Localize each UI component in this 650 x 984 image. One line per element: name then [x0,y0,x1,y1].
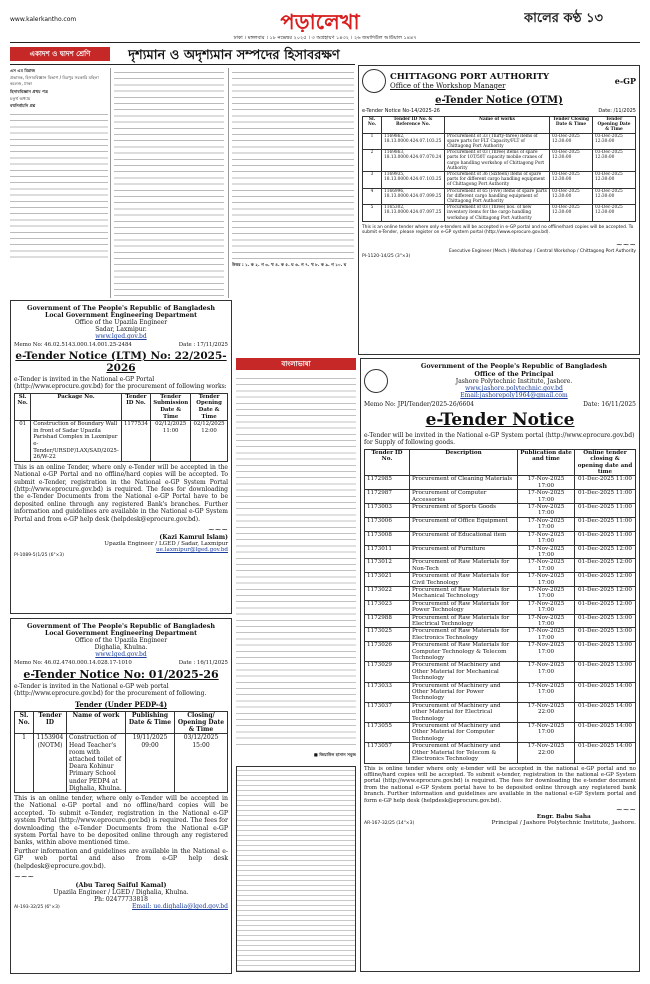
col-tender-id: Tender ID No. & Reference No. [382,117,445,134]
col-tender-id: Tender ID No. [121,393,151,420]
jashore-memo: Memo No: JPI/Tender/2025-26/6604 [364,401,474,408]
laxmipur-table [14,393,228,462]
teacher-info: প্রভাষক, হিসাববিজ্ঞান বিভাগ / মিরপুর সরকারি মহিলা কলেজ, ঢাকা [10,75,99,87]
table-row: 2 1169863, 18.13.0000.424.07.070.24 Procurement of 03 (Three) items of spare parts for 10T/50T capacity mobile cranes of cargo handling workshop of Chittagong Port Authority 03-Dec-2025 12:30:00 03-Dec-2025 12:30:00 [363,150,636,172]
port-office: Office of the Workshop Manager [390,82,506,90]
table-row: 1173021 Procurement of Raw Materials for Civil Technology 17-Nov-2025 17:00 01-Dec-2025 12:00 [365,573,636,587]
dighalia-office: Office of the Upazila Engineer [74,637,168,644]
laxmipur-place: Sadar, Laxmipur. [95,326,147,333]
dighalia-phone: Ph: 02477733818 [94,896,148,904]
dighalia-signature: ~~~ [14,872,35,882]
jashore-gov: Government of the People's Republic of Bangladesh [420,362,608,370]
class-tag: একাদশ ও দ্বাদশ শ্রেণি [10,47,110,61]
bangla-section-tag: বাংলাভাষা [236,358,356,370]
dighalia-gov: Government of The People's Republic of Bangladesh [27,622,215,630]
column-divider [110,68,111,298]
laxmipur-sign-name: (Kazi Kamrul Islam) [159,534,228,541]
mcq-text-block [10,110,108,260]
laxmipur-body: This is an online Tender, where only e-Tender will be accepted in the National e-GP Portal and no offline/hard copies will be accepted. To submit e-Tender, registration in the National e-GP System Portal (http://www.eprocure.gov.bd) is required. The fees for downloading the e-Tender Documents from the National e-GP Portal have to be deposited online through any registered Bank's branches. Further information and guidelines are available in the National e-GP System Portal and from e-GP help desk (helpdesk@eprocure.gov.bd). [14,463,228,523]
jashore-web-link[interactable]: www.jashore.polytechnic.gov.bd [465,385,563,392]
table-row: 1173037 Procurement of Machinery and other Material for Electrical Technology 17-Nov-2025 22:00 01-Dec-2025 14:00 [365,702,636,722]
paper-name: হিসাববিজ্ঞান প্রথম পত্র [10,88,48,94]
chapter-name: চতুর্থ অধ্যায় [10,95,31,101]
jashore-sign-title: Principal / Jashore Polytechnic Institute, Jashore. [491,819,636,826]
jashore-office: Office of the Principal [474,370,554,378]
laxmipur-intro: e-Tender is invited in the National e-GP Portal (http://www.eprocure.gov.bd) for the procurement of following works: [14,376,227,391]
bangla-author: ■ জিয়াউল হাসান সবুজ [313,752,356,757]
jashore-footer-note: This is online tender where only e-tender will be accepted in the national e-GP portal and no offline/hard copies will be accepted. To submit e-tender, registration in the national e-GP System portal (http://www.eprocure.gov.bd) is required. The fees for downloading the e-tender document from the national e-GP System portal have to be deposited online through any registered bank branch. Further information and guidelines are available in the national e-GP System portal and form e-GP help desk (helpdesk@eprocure.gov.bd). [364,765,636,804]
table-row: 1 1153904 (NOTM) Construction of Head Teacher's room with attached toilet of Deara Kohinur Primary School under PEDP4 at Dighalia, Khulna. 19/11/2025 09:00 03/12/2025 15:00 [15,734,228,793]
col-sl: Sl. No. [15,711,34,734]
laxmipur-ad-code: PI-1089-5(1/25 (6"×3) [14,553,64,558]
col-tender-id: Tender ID No. [365,449,410,476]
col-submission: Tender Submission Date & Time [151,393,191,420]
dighalia-ad-code: AI-193-32/25 (6"×3) [14,905,60,911]
laxmipur-gov: Government of The People's Republic of Bangladesh [27,304,215,312]
dighalia-memo: Memo No: 46.02.4740.000.14.028.17-1010 [14,660,132,666]
column-divider [228,68,229,298]
laxmipur-web-link[interactable]: www.lged.gov.bd [95,333,147,340]
col-description: Description [410,449,518,476]
egp-label: e-GP [614,76,636,86]
mcq-column-2 [114,68,224,298]
jashore-table [364,449,636,764]
col-opening: Tender Opening Date & Time [191,393,228,420]
col-publication: Publication date and time [518,449,575,476]
table-row: 1173026 Procurement of Raw Materials for Computer Technology & Telecom Technology 17-Nov-2025 17:00 01-Dec-2025 13:00 [365,642,636,662]
dighalia-email-link[interactable]: Email: ue.dighalia@lged.gov.bd [132,903,228,911]
table-row: 5 1165302, 18.13.0000.424.07.097.25 Procurement of 03 (Three) nos. of new inventory items for the cargo handling workshop of Chittagong Port Authority 03-Dec-2025 12:30:00 03-Dec-2025 12:30:00 [363,205,636,222]
article-title: দৃশ্যমান ও অদৃশ্যমান সম্পদের হিসাবরক্ষণ [128,48,340,63]
col-works: Name of works [445,117,550,134]
jashore-ad-code: AR-167-32/25 (14"×3) [364,820,415,826]
website-url[interactable]: www.kalerkantho.com [10,16,77,23]
table-row: 1 1169862, 18.13.0000.424.07.103.25 Procurement of 33 (Thirty-three) items of spare parts for FLT Capacity/FLT of Chittagong Port Authority 03-Dec-2025 12:30:00 03-Dec-2025 12:30:00 [363,133,636,150]
table-row: 1173055 Procurement of Machinery and Other Material for Computer Technology 17-Nov-2025 17:00 01-Dec-2025 14:00 [365,723,636,743]
table-row: 3 1169935, 18.13.0000.424.07.103.25 Procurement of 36 (Sixteen) items of spare parts for different cargo handling equipment of Chittagong Port Authority 03-Dec-2025 12:30:00 03-Dec-2025 12:30:00 [363,172,636,189]
dighalia-sign-name: (Abu Tareq Saiful Kamal) [75,881,167,890]
col-work: Name of work [67,711,126,734]
dighalia-sign-title: Upazila Engineer / LGED / Dighalia, Khulna. [53,889,189,897]
dighalia-body-2: Further information and guidelines are available in the National e-GP web portal and also from e-GP help desk (helpdesk@eprocure.gov.bd). [14,847,228,870]
dighalia-title: e-Tender Notice No: 01/2025-26 [23,668,219,681]
col-sl: Sl. No. [15,393,31,420]
port-ad-code: PI-1120-14/25 (3"×3) [362,254,411,260]
jashore-title: e-Tender Notice [425,410,575,430]
study-left-column [10,68,108,298]
col-tender-id: Tender ID [34,711,67,734]
table-row: 1173011 Procurement of Furniture 17-Nov-2025 17:00 01-Dec-2025 12:00 [365,545,636,559]
lged-dighalia-tender [10,618,232,974]
table-row: 1173012 Procurement of Raw Materials for Non-Tech 17-Nov-2025 17:00 01-Dec-2025 12:00 [365,559,636,573]
port-footer-note: This is an online tender where only e-tenders will be accepted in e-GP portal and no offline/hard copies will be accepted. To submit e-Tender, please register on e-GP system portal (http://www.eprocure.gov.bd). [362,224,634,236]
laxmipur-title: e-Tender Notice (LTM) No: 22/2025-2026 [15,350,227,374]
col-sl: Sl. No. [363,117,382,134]
lged-laxmipur-tender [10,300,232,614]
table-row: 1172988 Procurement of Raw Materials for Electrical Technology 17-Nov-2025 17:00 01-Dec-2025 13:00 [365,614,636,628]
table-row: 1173029 Procurement of Machinery and Other Material for Mechanical Technology 17-Nov-2025 17:00 01-Dec-2025 13:00 [365,662,636,682]
dighalia-intro: e-Tender is invited in the National e-GP web portal (http://www.eprocure.gov.bd) for the procurement of following. [14,683,207,698]
jashore-signature: ~~~ [615,804,636,814]
dighalia-web-link[interactable]: www.lged.gov.bd [95,651,147,658]
dighalia-table [14,711,228,793]
dighalia-subtitle: Tender (Under PEDP-4) [74,699,168,709]
col-closing: Closing/ Opening Date & Time [175,711,228,734]
port-emblem-icon [362,69,386,93]
laxmipur-date: Date : 17/11/2025 [178,342,228,348]
title-rule [10,64,355,65]
port-signer: Executive Engineer (Mech.)-Workshop / Central Workshop / Chittagong Port Authority [449,248,636,254]
port-tender-table [362,116,636,222]
col-publishing: Publishing Date & Time [126,711,175,734]
jashore-intro: e-Tender will be invited in the National e-GP System portal (http://www.eprocure.gov.bd) for Supply of following goods. [364,432,635,447]
bangla-article-text [236,374,356,750]
col-closing: Online tender closing & opening date and time [575,449,636,476]
bangla-govt-notice [236,766,356,972]
dighalia-date: Date : 16/11/2025 [178,660,228,666]
chittagong-port-tender [358,65,640,355]
table-row: 1173022 Procurement of Raw Materials for Mechanical Technology 17-Nov-2025 17:00 01-Dec-2025 12:00 [365,586,636,600]
port-tender-title: e-Tender Notice (OTM) [435,95,563,106]
table-row: 1172985 Procurement of Cleaning Materials 17-Nov-2025 17:00 01-Dec-2025 11:00 [365,476,636,490]
header-rule [10,42,640,43]
teacher-name: এস এম মিরাজ [10,68,36,73]
port-org-name: CHITTAGONG PORT AUTHORITY [390,72,550,82]
dateline: ঢাকা । মঙ্গলবার । ১৮ নভেম্বর ২০২৫ । ৩ অগ্রহায়ণ ১৪৩২ । ২৬ জমাদিউল আউয়াল ১৪৪৭ [233,35,417,41]
table-row: 4 1166996, 18.13.0000.424.07.099.25 Procurement of 65 (Five) items of spare parts for different cargo handling equipment of Chittagong Port Authority 03-Dec-2025 12:30:00 03-Dec-2025 12:30:00 [363,188,636,205]
table-row: 1173057 Procurement of Machinery and Other Material for Telecom & Electronics Technology 17-Nov-2025 22:00 01-Dec-2025 14:00 [365,743,636,763]
dighalia-body-1: This is an online tender, where only e-Tender will be accepted in the National e-GP portal and no offline/hard copies will be accepted. To submit e-Tender, registration in the National e-GP system Portal (http://www.eprocure.gov.bd) is required. The fees for downloading the e-Tender Documents from the National e-GP system Portal have to be deposited online through any registered banks, within above mentioned time. [14,795,228,847]
col-package: Package No. [31,393,121,420]
table-row: 1173006 Procurement of Office Equipment 17-Nov-2025 17:00 01-Dec-2025 11:00 [365,517,636,531]
table-row: 1173003 Procurement of Sports Goods 17-Nov-2025 17:00 01-Dec-2025 11:00 [365,504,636,518]
dighalia-dept: Local Government Engineering Department [45,630,197,637]
table-row: 1173033 Procurement of Machinery and Other Material for Power Technology 17-Nov-2025 17:00 01-Dec-2025 14:00 [365,682,636,702]
jashore-sign-name: Engr. Babu Saha [536,813,591,820]
laxmipur-email-link[interactable]: ue.laxmipur@lged.gov.bd [156,547,228,553]
answer-key: উত্তর : ১. ক ২. গ ৩. খ ৪. ক ৫. ঘ ৬. গ ৭. খ ৮. ক ৯. গ ১০. ঘ [232,262,347,267]
port-signature: ~~~ [615,239,636,249]
mcq-column-3 [232,68,354,260]
jashore-date: Date: 16/11/2025 [583,401,636,408]
dighalia-place: Dighalia, Khulna. [94,644,148,651]
mcq-heading: বহুনির্বাচনি প্রশ্ন [10,103,36,109]
table-row: 01 Construction of Boundary Wall in front of Sadar Upazila Parishad Complex in Laxmipur e-Tender/URSDF/LAX/SAD/2025-26/W-22 1177534 02/12/2025 11:00 02/12/2025 12:00 [15,421,228,462]
table-row: 1173008 Procurement of Educational item 17-Nov-2025 17:00 01-Dec-2025 11:00 [365,531,636,545]
col-opening: Tender Opening Date & Time [593,117,636,134]
laxmipur-signature: ~~~ [207,525,228,534]
section-logo: পড়ালেখা [280,10,360,32]
col-closing: Tender Closing Date & Time [550,117,593,134]
laxmipur-sign-title: Upazila Engineer / LGED / Sadar, Laxmipur [104,541,228,547]
table-row: 1173023 Procurement of Raw Materials for Power Technology 17-Nov-2025 17:00 01-Dec-2025 12:00 [365,600,636,614]
newspaper-brand: কালের কণ্ঠ ১৩ [524,11,603,26]
laxmipur-memo: Memo No: 46.02.5143.000.14.001.25-2484 [14,342,132,348]
jashore-polytechnic-tender [360,358,640,972]
jashore-inst: Jashore Polytechnic Institute, Jashore. [455,378,573,385]
jashore-email-link[interactable]: Email:jashorepoly1964@gmail.com [460,392,568,399]
port-ref-no: e-Tender Notice No-14/2025-26 [362,108,440,114]
laxmipur-office: Office of the Upazila Engineer [74,319,168,326]
table-row: 1172987 Procurement of Computer Accessories 17-Nov-2025 17:00 01-Dec-2025 11:00 [365,490,636,504]
table-row: 1173025 Procurement of Raw Materials for Electronics Technology 17-Nov-2025 17:00 01-Dec-2025 13:00 [365,628,636,642]
govt-emblem-icon [364,369,388,393]
laxmipur-dept: Local Government Engineering Department [45,312,197,319]
port-date: Date: /11/2025 [598,108,636,114]
